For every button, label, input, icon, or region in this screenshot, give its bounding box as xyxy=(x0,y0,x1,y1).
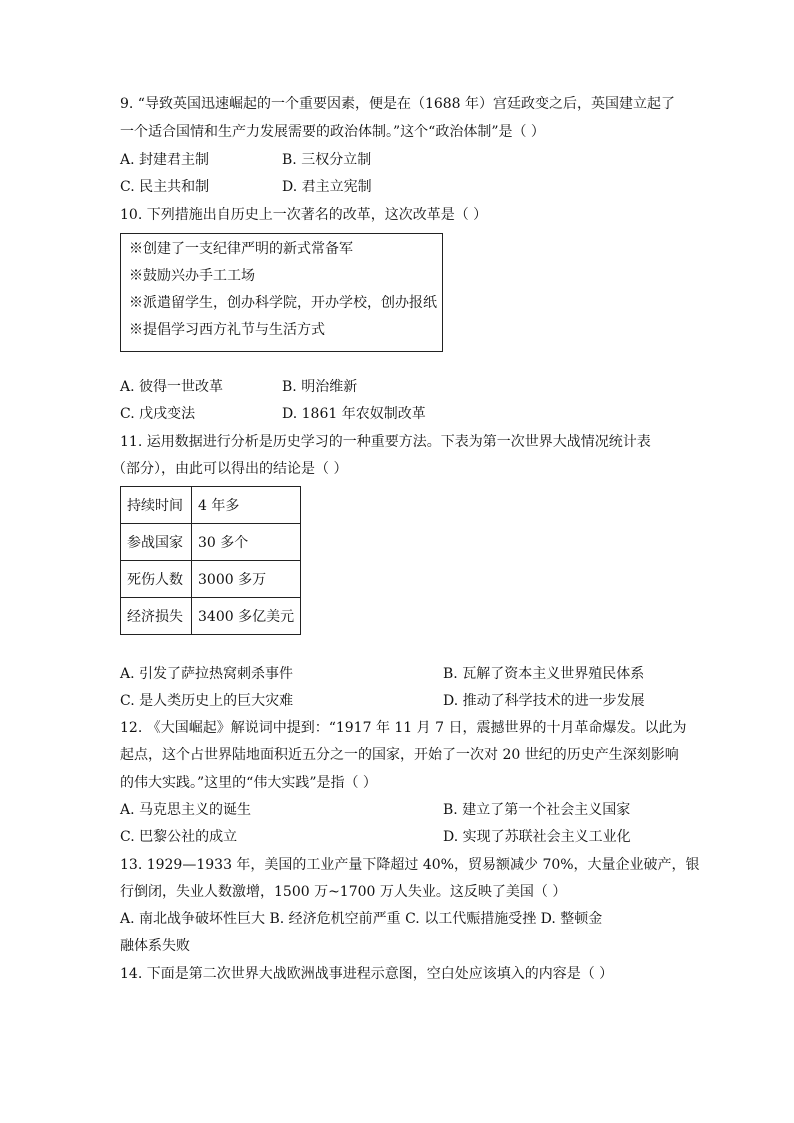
q11-option-a: A. 引发了萨拉热窝刺杀事件 xyxy=(120,666,294,682)
q11-option-d: D. 推动了科学技术的进一步发展 xyxy=(443,693,645,709)
q9-option-b: B. 三权分立制 xyxy=(282,152,372,168)
q12-option-b: B. 建立了第一个社会主义国家 xyxy=(443,802,631,818)
q10-measure-3: ※派遣留学生，创办科学院，开办学校，创办报纸 xyxy=(129,295,437,311)
q13-options-continued: 融体系失败 xyxy=(120,938,190,954)
table-cell-label: 经济损失 xyxy=(121,598,192,635)
q9-option-d: D. 君主立宪制 xyxy=(282,179,372,195)
table-row xyxy=(121,524,301,561)
q10-stem: 10. 下列措施出自历史上一次著名的改革，这次改革是（ ） xyxy=(120,207,488,223)
q9-option-a: A. 封建君主制 xyxy=(120,152,210,168)
q9-stem-line1: 9. “导致英国迅速崛起的一个重要因素，便是在（1688 年）宫廷政变之后，英国建立起了 xyxy=(120,96,676,112)
q10-option-b: B. 明治维新 xyxy=(282,379,358,395)
q12-stem-line1: 12. 《大国崛起》解说词中提到：“1917 年 11 月 7 日，震撼世界的十月革命爆发。以此为 xyxy=(120,720,687,736)
q12-option-c: C. 巴黎公社的成立 xyxy=(120,829,238,845)
q10-option-a: A. 彼得一世改革 xyxy=(120,379,224,395)
q10-measure-2: ※鼓励兴办手工工场 xyxy=(129,268,255,284)
table-cell-value: 3400 多亿美元 xyxy=(192,598,301,635)
table-cell-value: 3000 多万 xyxy=(192,561,301,598)
q13-options-line: A. 南北战争破坏性巨大 B. 经济危机空前严重 C. 以工代赈措施受挫 D. 整顿金 xyxy=(120,911,603,927)
q13-stem-line2: 行倒闭，失业人数激增，1500 万~1700 万人失业。这反映了美国（ ） xyxy=(120,884,567,900)
q10-measure-4: ※提倡学习西方礼节与生活方式 xyxy=(129,322,325,338)
table-cell-value: 30 多个 xyxy=(192,524,301,561)
wwi-stats-table xyxy=(120,486,301,635)
q10-option-c: C. 戊戌变法 xyxy=(120,406,196,422)
q11-stem-line2: （部分），由此可以得出的结论是（ ） xyxy=(112,461,348,477)
q9-option-c: C. 民主共和制 xyxy=(120,179,210,195)
table-row xyxy=(121,561,301,598)
q12-stem-line2: 起点，这个占世界陆地面积近五分之一的国家，开始了一次对 20 世纪的历史产生深刻影响 xyxy=(120,747,679,763)
q11-option-c: C. 是人类历史上的巨大灾难 xyxy=(120,693,294,709)
table-cell-label: 持续时间 xyxy=(121,487,192,524)
q14-stem: 14. 下面是第二次世界大战欧洲战事进程示意图，空白处应该填入的内容是（ ） xyxy=(120,966,614,982)
q10-measure-1: ※创建了一支纪律严明的新式常备军 xyxy=(129,241,353,257)
q12-stem-line3: 的伟大实践。”这里的“伟大实践”是指（ ） xyxy=(120,775,377,791)
q9-stem-line2: 一个适合国情和生产力发展需要的政治体制。”这个“政治体制”是（ ） xyxy=(120,124,545,140)
table-cell-label: 参战国家 xyxy=(121,524,192,561)
q13-stem-line1: 13. 1929—1933 年，美国的工业产量下降超过 40%，贸易额减少 70%，大量企业破产，银 xyxy=(120,857,700,873)
table-row xyxy=(121,487,301,524)
table-cell-value: 4 年多 xyxy=(192,487,301,524)
q12-option-d: D. 实现了苏联社会主义工业化 xyxy=(443,829,631,845)
table-cell-label: 死伤人数 xyxy=(121,561,192,598)
q11-option-b: B. 瓦解了资本主义世界殖民体系 xyxy=(443,666,645,682)
q10-measures-box xyxy=(120,233,443,352)
q12-option-a: A. 马克思主义的诞生 xyxy=(120,802,252,818)
table-row xyxy=(121,598,301,635)
q11-stem-line1: 11. 运用数据进行分析是历史学习的一种重要方法。下表为第一次世界大战情况统计表 xyxy=(120,434,651,450)
q10-option-d: D. 1861 年农奴制改革 xyxy=(282,406,426,422)
